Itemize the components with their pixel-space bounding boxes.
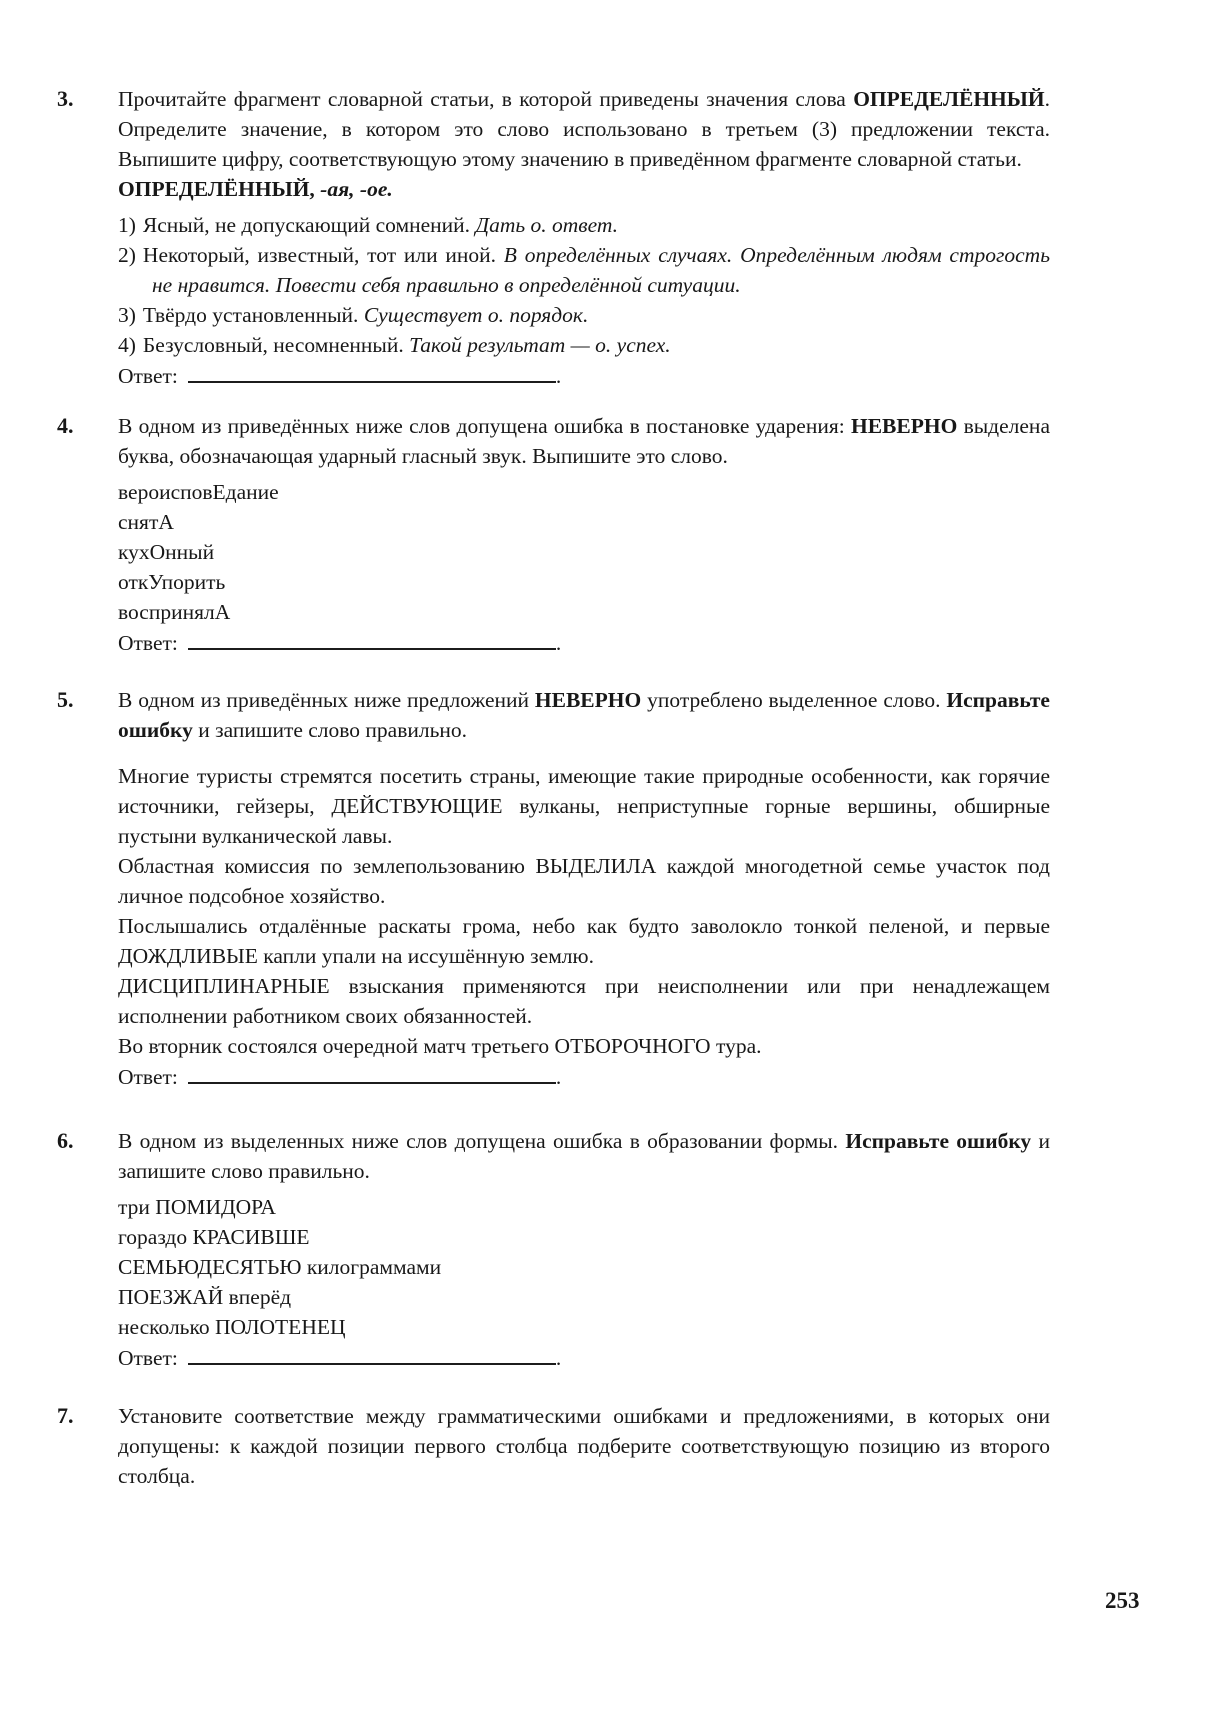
- dict-item-1-example: Дать о. ответ.: [475, 213, 619, 237]
- dict-item-3: [118, 300, 1050, 330]
- task-4-word-3: кухОнный: [118, 540, 215, 564]
- task-6-intro: [118, 1126, 1050, 1186]
- task-5-sentence-1: Многие туристы стремятся посетить страны, имеющие такие природные особенности, как горячие источники, гейзеры, ДЕЙСТВУЮЩИЕ вулканы, неприступные горные вершины, обширные пустыни вулканической лавы.: [118, 764, 1050, 848]
- task-5: [57, 685, 1050, 1092]
- dict-forms: -ая, -ое.: [314, 177, 393, 201]
- page-content: [57, 84, 1050, 1491]
- page-number: 253: [1105, 1588, 1140, 1613]
- answer-label-task3: Ответ:: [118, 364, 178, 388]
- answer-line-task6: [118, 1342, 1050, 1373]
- task-5-intro: [118, 685, 1050, 745]
- task-3-intro-text-2: . Определите значение, в котором это слово использовано в третьем (3) предложении текста. Выпишите цифру, соответствующую этому значению в приведённом фрагменте словарной статьи.: [118, 87, 1050, 171]
- task-5-sentence-4: ДИСЦИПЛИНАРНЫЕ взыскания применяются при неисполнении или при ненадлежащем исполнении работником своих обязанностей.: [118, 974, 1050, 1028]
- dict-item-4-example: Такой результат — о. успех.: [409, 333, 671, 357]
- task-7-intro: Установите соответствие между грамматическими ошибками и предложениями, в которых они допущены: к каждой позиции первого столбца подберите соответствующую позицию из второго столбца.: [118, 1404, 1050, 1488]
- answer-period-task6: .: [555, 1346, 562, 1370]
- task-5-keyword-2: Исправьте ошибку: [118, 688, 1050, 742]
- task-7-number: 7.: [57, 1403, 74, 1428]
- answer-line-task3: [118, 360, 1050, 391]
- answer-line-task5: [118, 1061, 1050, 1092]
- answer-label-task5: Ответ:: [118, 1065, 178, 1089]
- dict-item-1: [118, 210, 1050, 240]
- task-4-intro-text-1: В одном из приведённых ниже слов допущена ошибка в постановке ударения:: [118, 414, 851, 438]
- task-4-word-4: откУпорить: [118, 570, 226, 594]
- task-4-intro: [118, 411, 1050, 471]
- task-5-keyword: НЕВЕРНО: [534, 688, 642, 712]
- answer-line-task4: [118, 627, 1050, 658]
- task-5-number: 5.: [57, 687, 74, 712]
- task-6-item-list: [118, 1192, 1050, 1342]
- answer-period-task5: .: [555, 1065, 562, 1089]
- task-6-keyword: Исправьте ошибку: [845, 1129, 1032, 1153]
- answer-blank-task3: [188, 360, 556, 383]
- task-4-word-list: [118, 477, 1050, 627]
- dict-headword: ОПРЕДЕЛЁННЫЙ,: [118, 177, 315, 201]
- task-6-intro-text-2: и запишите слово правильно.: [118, 1129, 1050, 1183]
- task-6-number: 6.: [57, 1128, 74, 1153]
- dict-item-4-number: 4): [118, 333, 136, 357]
- dict-item-3-number: 3): [118, 303, 136, 327]
- dict-item-2-number: 2): [118, 243, 136, 267]
- task-4-intro-text-2: выделена буква, обозначающая ударный гласный звук. Выпишите это слово.: [118, 414, 1050, 468]
- answer-blank-task6: [188, 1342, 556, 1365]
- task-6-item-4: ПОЕЗЖАЙ вперёд: [118, 1285, 292, 1309]
- task-5-sentences: [118, 761, 1050, 1061]
- task-4: [57, 411, 1050, 658]
- task-6-item-3: СЕМЬЮДЕСЯТЬЮ килограммами: [118, 1255, 442, 1279]
- task-6-item-5: несколько ПОЛОТЕНЕЦ: [118, 1315, 346, 1339]
- task-3-intro-text-1: Прочитайте фрагмент словарной статьи, в которой приведены значения слова: [118, 87, 854, 111]
- task-5-intro-text-3: и запишите слово правильно.: [192, 718, 468, 742]
- task-3-intro: [118, 84, 1050, 174]
- task-4-word-1: вероисповЕдание: [118, 480, 279, 504]
- answer-period-task3: .: [555, 364, 562, 388]
- dict-item-1-number: 1): [118, 213, 136, 237]
- task-3-keyword: ОПРЕДЕЛЁННЫЙ: [853, 87, 1045, 111]
- task-4-number: 4.: [57, 413, 74, 438]
- task-5-intro-text-2: употреблено выделенное слово.: [641, 688, 947, 712]
- task-5-sentence-2: Областная комиссия по землепользованию ВЫДЕЛИЛА каждой многодетной семье участок под личное подсобное хозяйство.: [118, 854, 1050, 908]
- task-3-number: 3.: [57, 86, 74, 111]
- dict-item-3-definition: Твёрдо установленный.: [142, 303, 359, 327]
- dict-item-3-example: Существует о. порядок.: [363, 303, 589, 327]
- task-3: [57, 84, 1050, 391]
- task-4-word-5: воспринялА: [118, 600, 231, 624]
- answer-period-task4: .: [555, 631, 562, 655]
- answer-label-task4: Ответ:: [118, 631, 178, 655]
- dict-headword-line: [118, 174, 1050, 204]
- task-6-intro-text-1: В одном из выделенных ниже слов допущена ошибка в образовании формы.: [118, 1129, 846, 1153]
- task-6: [57, 1126, 1050, 1373]
- task-6-item-1: три ПОМИДОРА: [118, 1195, 276, 1219]
- task-7: [57, 1401, 1050, 1491]
- dict-item-4-definition: Безусловный, несомненный.: [142, 333, 404, 357]
- task-5-sentence-3: Послышались отдалённые раскаты грома, небо как будто заволокло тонкой пеленой, и первые ДОЖДЛИВЫЕ капли упали на иссушённую землю.: [118, 914, 1050, 968]
- dict-definitions: [118, 210, 1050, 360]
- task-6-item-2: гораздо КРАСИВШЕ: [118, 1225, 310, 1249]
- answer-blank-task5: [188, 1061, 556, 1084]
- task-4-keyword: НЕВЕРНО: [850, 414, 958, 438]
- task-5-intro-text-1: В одном из приведённых ниже предложений: [118, 688, 535, 712]
- dict-item-2-example: В определённых случаях. Определённым людям строгость не нравится. Повести себя правильно в определённой ситуации.: [152, 243, 1050, 297]
- answer-blank-task4: [188, 627, 556, 650]
- task-4-word-2: снятА: [118, 510, 174, 534]
- dict-item-4: [118, 330, 1050, 360]
- task-5-sentence-5: Во вторник состоялся очередной матч третьего ОТБОРОЧНОГО тура.: [118, 1034, 762, 1058]
- dict-item-1-definition: Ясный, не допускающий сомнений.: [142, 213, 471, 237]
- answer-label-task6: Ответ:: [118, 1346, 178, 1370]
- dict-item-2: [118, 240, 1050, 300]
- dict-item-2-definition: Некоторый, известный, тот или иной.: [142, 243, 497, 267]
